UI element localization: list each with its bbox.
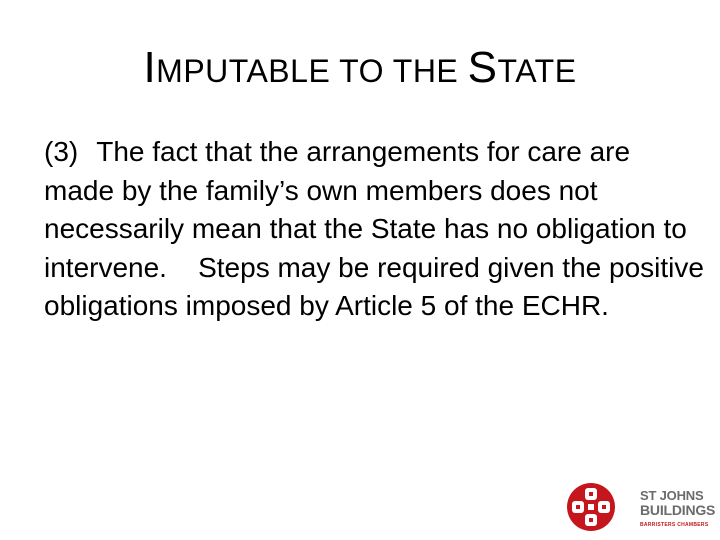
logo-mark-icon <box>566 482 636 532</box>
title-text-2: TATE <box>497 53 577 89</box>
slide-title <box>0 43 720 93</box>
paragraph-sentence-2: Steps may be required given the positive obligations imposed by Article 5 of the ECHR. <box>44 251 704 321</box>
title-initial-1: I <box>143 43 157 92</box>
body-paragraph <box>44 133 704 326</box>
title-text-1: MPUTABLE TO THE <box>156 53 468 89</box>
paragraph-number: (3) <box>44 136 79 167</box>
paragraph-sentence-1: The fact that the arrangements for care are made by the family’s own members does not necessarily mean that the State has no obligation to intervene. <box>44 136 687 283</box>
logo-line-1: ST JOHNS <box>640 488 704 503</box>
title-initial-2: S <box>467 43 498 92</box>
logo-wordmark <box>640 489 715 517</box>
logo-tagline: BARRISTERS CHAMBERS <box>640 522 709 528</box>
chambers-logo <box>566 482 716 532</box>
logo-line-2: BUILDINGS <box>640 502 716 518</box>
